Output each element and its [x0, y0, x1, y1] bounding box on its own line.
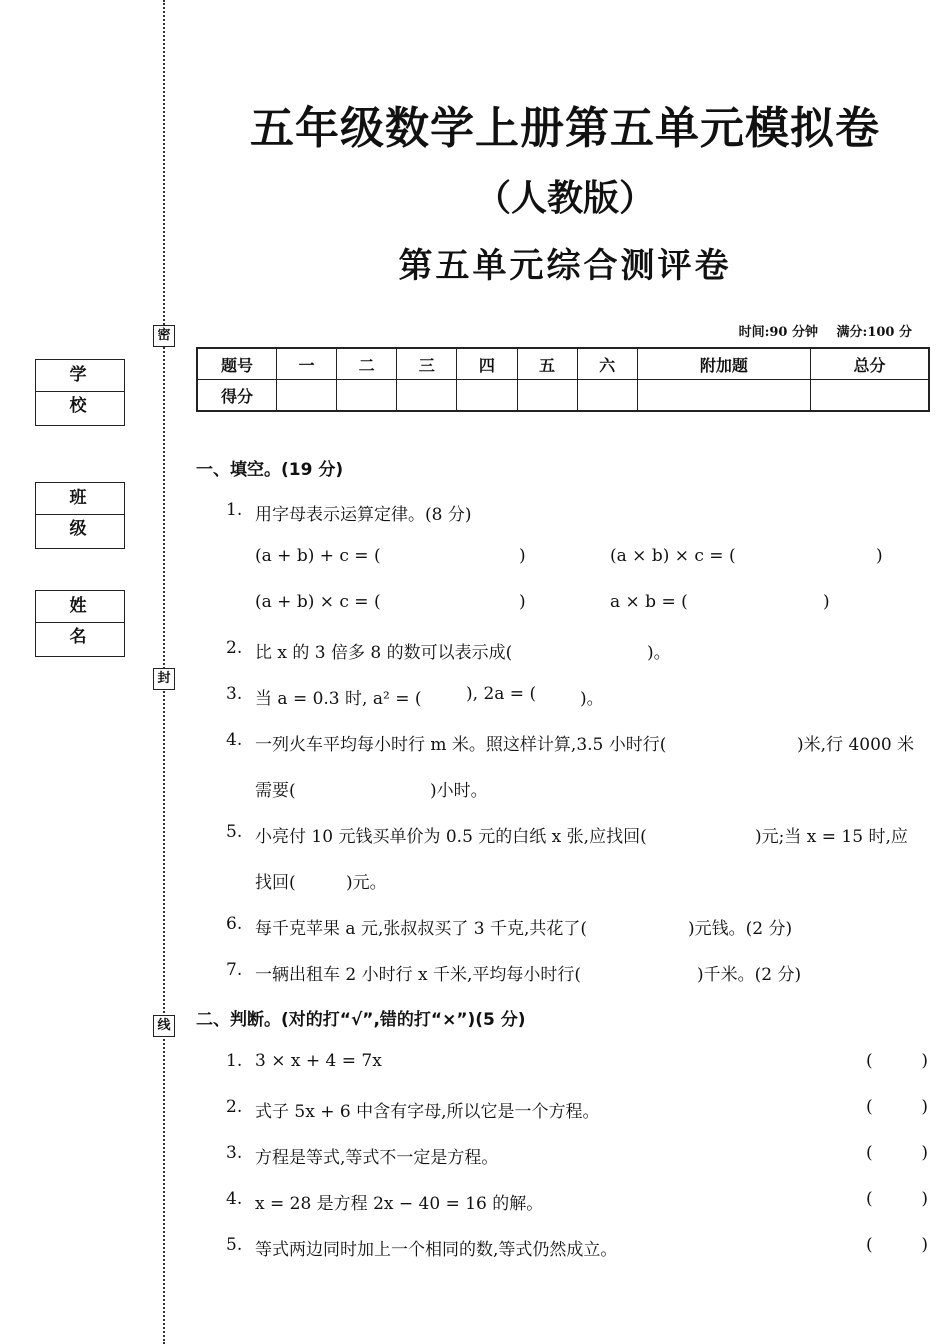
score-table-header-row	[197, 348, 929, 380]
judge-item-text: 3 × x + 4 = 7x	[255, 1051, 382, 1071]
judge-item-number: 5.	[226, 1235, 243, 1255]
score-table-score-row	[197, 380, 929, 412]
name-label: 姓 名	[36, 591, 124, 623]
score-cell[interactable]	[810, 380, 929, 412]
q3-text-a: 当 a = 0.3 时, a² = (	[255, 689, 422, 709]
score-header-cell: 二	[337, 348, 397, 380]
exam-meta	[725, 321, 912, 340]
score-cell[interactable]	[397, 380, 457, 412]
score-cell[interactable]	[637, 380, 810, 412]
q1-expr3: (a + b) × c = (	[255, 592, 381, 612]
q4-text-d: )小时。	[430, 781, 488, 801]
q5-text-c: 找回(	[255, 873, 296, 893]
score-row-label: 得分	[197, 380, 277, 412]
section1-heading: 一、填空。(19 分)	[196, 460, 344, 480]
judge-answer-box[interactable]	[866, 1051, 928, 1071]
judge-item-text: 式子 5x + 6 中含有字母,所以它是一个方程。	[255, 1102, 600, 1122]
judge-item-text: 等式两边同时加上一个相同的数,等式仍然成立。	[255, 1240, 618, 1260]
q3-text-c: )。	[580, 689, 604, 709]
class-label: 班 级	[36, 483, 124, 515]
page-title: 五年级数学上册第五单元模拟卷	[250, 103, 880, 154]
judge-item-text: 方程是等式,等式不一定是方程。	[255, 1148, 499, 1168]
paren-open: (	[866, 1235, 873, 1255]
judge-answer-box[interactable]	[866, 1143, 928, 1163]
score-header-cell: 四	[457, 348, 517, 380]
section2-heading: 二、判断。(对的打“√”,错的打“×”)(5 分)	[196, 1010, 526, 1030]
time-limit: 时间:90 分钟	[738, 325, 818, 340]
class-field-box[interactable]	[35, 482, 125, 549]
q4-text-c: 需要(	[255, 781, 296, 801]
paren-close: )	[921, 1051, 928, 1071]
judge-answer-box[interactable]	[866, 1189, 928, 1209]
paren-close: )	[921, 1097, 928, 1117]
score-header-cell: 题号	[197, 348, 277, 380]
judge-item-number: 2.	[226, 1097, 243, 1117]
q3-text-b: ), 2a = (	[466, 684, 537, 704]
q1-expr3-close: )	[519, 592, 526, 612]
seal-char-mi: 密	[153, 325, 175, 347]
school-field-box[interactable]	[35, 359, 125, 426]
score-header-cell: 三	[397, 348, 457, 380]
score-header-cell: 五	[517, 348, 577, 380]
q7-text-a: 一辆出租车 2 小时行 x 千米,平均每小时行(	[255, 965, 582, 985]
q4-number: 4.	[226, 730, 243, 750]
judge-item-number: 3.	[226, 1143, 243, 1163]
q5-number: 5.	[226, 822, 243, 842]
q1-expr2: (a × b) × c = (	[610, 546, 736, 566]
paren-open: (	[866, 1143, 873, 1163]
edition-label: （人教版）	[474, 178, 655, 219]
q1-expr4: a × b = (	[610, 592, 688, 612]
judge-answer-box[interactable]	[866, 1097, 928, 1117]
paren-open: (	[866, 1051, 873, 1071]
page-subtitle: 第五单元综合测评卷	[398, 246, 732, 286]
score-header-cell: 总分	[810, 348, 929, 380]
score-cell[interactable]	[277, 380, 337, 412]
q5-text-a: 小亮付 10 元钱买单价为 0.5 元的白纸 x 张,应找回(	[255, 827, 647, 847]
score-table	[196, 347, 930, 412]
q2-number: 2.	[226, 638, 243, 658]
judge-item-number: 1.	[226, 1051, 243, 1071]
q1-expr1: (a + b) + c = (	[255, 546, 381, 566]
judge-item-text: x = 28 是方程 2x − 40 = 16 的解。	[255, 1194, 544, 1214]
q4-text-b: )米,行 4000 米	[797, 735, 915, 755]
seal-char-xian: 线	[153, 1015, 175, 1037]
judge-item-number: 4.	[226, 1189, 243, 1209]
q1-number: 1.	[226, 500, 243, 520]
q1-expr1-close: )	[519, 546, 526, 566]
q6-text-b: )元钱。(2 分)	[688, 919, 793, 939]
q3-number: 3.	[226, 684, 243, 704]
score-cell[interactable]	[457, 380, 517, 412]
score-header-cell: 一	[277, 348, 337, 380]
q5-text-b: )元;当 x = 15 时,应	[755, 827, 908, 847]
score-cell[interactable]	[577, 380, 637, 412]
score-cell[interactable]	[337, 380, 397, 412]
q4-text-a: 一列火车平均每小时行 m 米。照这样计算,3.5 小时行(	[255, 735, 667, 755]
paren-open: (	[866, 1189, 873, 1209]
q5-text-d: )元。	[346, 873, 387, 893]
q1-expr4-close: )	[823, 592, 830, 612]
q1-expr2-close: )	[876, 546, 883, 566]
q7-text-b: )千米。(2 分)	[697, 965, 802, 985]
judge-answer-box[interactable]	[866, 1235, 928, 1255]
full-score: 满分:100 分	[836, 325, 912, 340]
seal-char-feng: 封	[153, 668, 175, 690]
paren-close: )	[921, 1143, 928, 1163]
paren-close: )	[921, 1189, 928, 1209]
q6-text-a: 每千克苹果 a 元,张叔叔买了 3 千克,共花了(	[255, 919, 588, 939]
score-header-cell: 六	[577, 348, 637, 380]
name-field-box[interactable]	[35, 590, 125, 657]
score-header-cell: 附加题	[637, 348, 810, 380]
q6-number: 6.	[226, 914, 243, 934]
q2-text-b: )。	[647, 643, 671, 663]
school-label: 学 校	[36, 360, 124, 392]
score-cell[interactable]	[517, 380, 577, 412]
q1-text: 用字母表示运算定律。(8 分)	[255, 505, 472, 525]
paren-open: (	[866, 1097, 873, 1117]
q2-text-a: 比 x 的 3 倍多 8 的数可以表示成(	[255, 643, 513, 663]
paren-close: )	[921, 1235, 928, 1255]
q7-number: 7.	[226, 960, 243, 980]
